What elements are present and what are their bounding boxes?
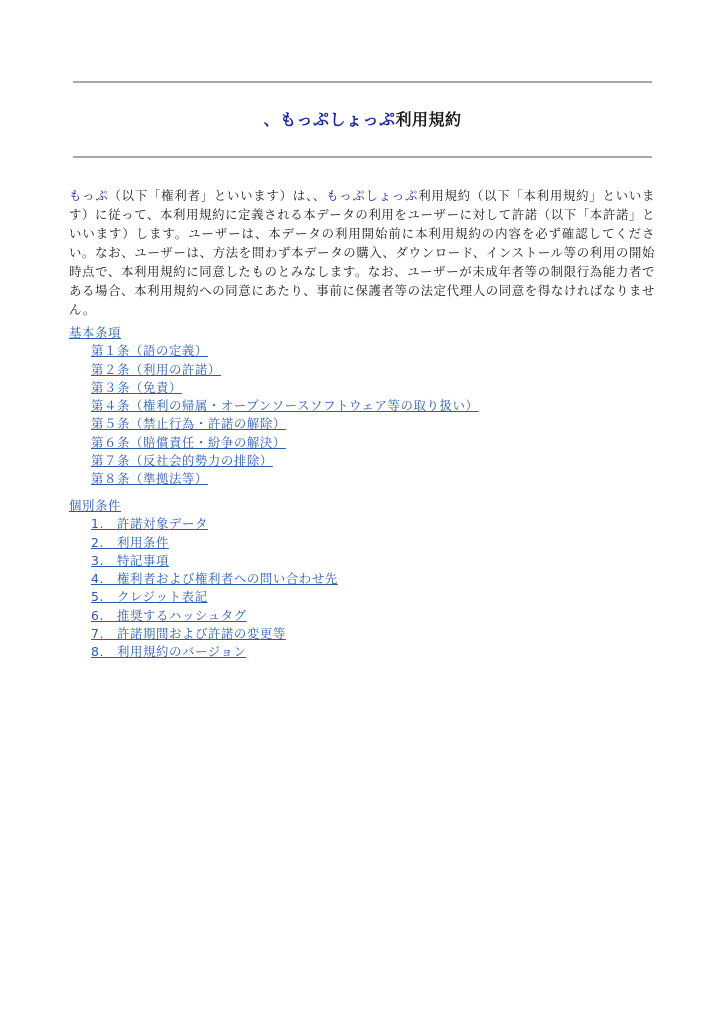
toc-basic-list <box>69 342 479 488</box>
bottom-divider <box>73 156 652 158</box>
toc-individual-list <box>69 515 338 661</box>
toc-basic-terms <box>69 324 479 489</box>
toc-link-license-period[interactable]: 7. 許諾期間および許諾の変更等 <box>91 626 286 642</box>
toc-link-article-6[interactable]: 第６条（賠償責任・紛争の解決） <box>91 434 286 450</box>
brand-name: 、もっぷしょっぷ <box>263 110 396 129</box>
top-divider <box>73 81 652 83</box>
page-title <box>73 108 652 132</box>
toc-link-article-8[interactable]: 第８条（準拠法等） <box>91 471 208 487</box>
toc-heading-basic[interactable]: 基本条項 <box>69 325 121 340</box>
toc-link-version[interactable]: 8. 利用規約のバージョン <box>91 644 247 660</box>
licensor-name: もっぷ <box>69 188 109 203</box>
toc-link-article-2[interactable]: 第２条（利用の許諾） <box>91 361 221 377</box>
toc-link-article-1[interactable]: 第１条（語の定義） <box>91 343 208 359</box>
toc-link-licensed-data[interactable]: 1. 許諾対象データ <box>91 516 208 532</box>
toc-link-article-5[interactable]: 第５条（禁止行為・許諾の解除） <box>91 416 286 432</box>
intro-text-1: （以下「権利者」といいます）は、 <box>108 188 313 203</box>
toc-link-article-7[interactable]: 第７条（反社会的勢力の排除） <box>91 453 273 469</box>
intro-text-2: 利用規約（以下「本利用規約」といいます）に従って、本利用規約に定義される本データの利用をユーザーに対して許諾（以下「本許諾」といいます）します。ユーザーは、本データの利用開始前に本利用規約の内容を必ず確認してください。なお、ユーザーは、方法を問わず本データの購入、ダウンロード、インストール等の利用の開始時点で、本利用規約に同意したものとみなします。なお、ユーザーが未成年者等の制限行為能力者である場合、本利用規約への同意にあたり、事前に保護者等の法定代理人の同意を得なければなりません。 <box>69 188 655 317</box>
toc-link-contact[interactable]: 4. 権利者および権利者への問い合わせ先 <box>91 571 338 587</box>
toc-link-article-3[interactable]: 第３条（免責） <box>91 379 182 395</box>
toc-heading-individual[interactable]: 個別条件 <box>69 498 121 513</box>
title-suffix: 利用規約 <box>395 110 462 129</box>
toc-individual-terms <box>69 497 338 662</box>
intro-brand-name: 、もっぷしょっぷ <box>312 188 419 203</box>
toc-link-hashtag[interactable]: 6. 推奨するハッシュタグ <box>91 607 247 623</box>
toc-link-article-4[interactable]: 第４条（権利の帰属・オープンソースソフトウェア等の取り扱い） <box>91 398 479 414</box>
toc-link-special-notes[interactable]: 3. 特記事項 <box>91 552 169 568</box>
toc-link-credit[interactable]: 5. クレジット表記 <box>91 589 208 605</box>
intro-paragraph <box>69 186 655 319</box>
toc-link-usage-conditions[interactable]: 2. 利用条件 <box>91 534 169 550</box>
